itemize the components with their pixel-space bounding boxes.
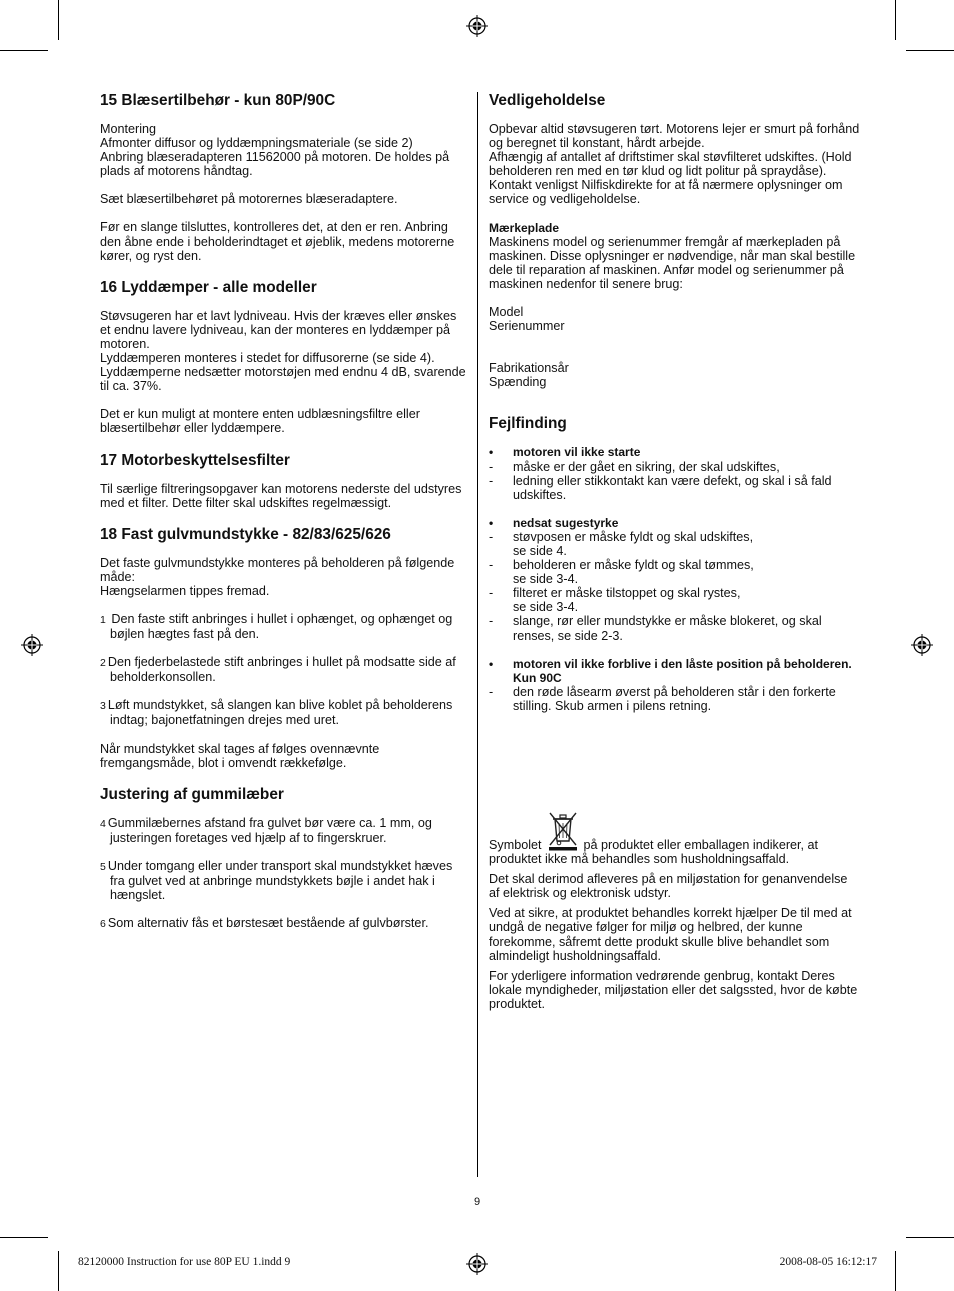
section-15-blower-accessory <box>100 92 468 263</box>
step-number: 2 <box>100 657 106 670</box>
list-item <box>489 460 861 474</box>
registration-mark-icon <box>466 15 488 37</box>
bullet-glyph: • <box>489 445 494 460</box>
field-label-voltage: Spænding <box>489 375 547 390</box>
section-heading: 18 Fast gulvmundstykke - 82/83/625/626 <box>100 525 391 543</box>
field-label-serial: Serienummer <box>489 319 565 334</box>
section-heading: Fejlfinding <box>489 415 567 433</box>
section-heading: Vedligeholdelse <box>489 92 606 109</box>
registration-mark-icon <box>466 1253 488 1275</box>
paragraph: Det faste gulvmundstykke monteres på beholderen på følgende måde: Hængselarmen tippes fremad. <box>100 555 455 598</box>
trouble-group <box>489 516 861 643</box>
dash-glyph: - <box>489 684 494 699</box>
dash-glyph: - <box>489 558 494 573</box>
list-item <box>489 685 861 713</box>
trouble-heading-text: motoren vil ikke starte <box>513 445 641 460</box>
crop-mark <box>58 1251 59 1291</box>
subheading: Mærkeplade <box>489 220 560 235</box>
rating-plate-block <box>489 221 861 291</box>
trouble-heading-text: motoren vil ikke forblive i den låste position på beholderen. Kun 90C <box>513 656 852 685</box>
list-item <box>100 612 468 641</box>
paragraph: Når mundstykket skal tages af følges ovennævnte fremgangsmåde, blot i omvendt rækkefølge. <box>100 741 380 770</box>
bullet-glyph: • <box>489 656 494 671</box>
trouble-heading <box>489 657 861 685</box>
weee-post: på produktet eller emballagen indikerer, at produktet ikke må behandles som husholdningsaffald. <box>489 838 819 867</box>
dash-glyph: - <box>489 586 494 601</box>
list-item <box>489 530 861 558</box>
paragraph: Ved at sikre, at produktet behandles korrekt hjælper De til med at undgå de negative følger for miljø og helbred, der kunne forekomme, såfremt dette produkt skulle blive behandlet som almindeligt husholdningsaffald. <box>489 906 852 963</box>
step-number: 5 <box>100 860 106 873</box>
paragraph: Det skal derimod afleveres på en miljøstation for genanvendelse af elektrisk og elektronisk udstyr. <box>489 872 848 901</box>
section-heading: 15 Blæsertilbehør - kun 80P/90C <box>100 92 336 109</box>
paragraph: Maskinens model og serienummer fremgår af mærkepladen på maskinen. Disse oplysninger er nødvendige, når man skal bestille dele til reparation af maskinen. Anfør model og serienummer på maskinen nedenfor til senere brug: <box>489 234 856 291</box>
section-weee <box>489 811 861 1011</box>
section-heading: Justering af gummilæber <box>100 785 284 803</box>
section-17-motor-filter <box>100 452 468 510</box>
list-item <box>489 586 861 614</box>
dash-glyph: - <box>489 529 494 544</box>
section-18-floor-nozzle <box>100 526 468 770</box>
field-label-model: Model <box>489 305 524 320</box>
crossed-out-wheelie-bin-icon <box>546 811 580 851</box>
paragraph: Før en slange tilsluttes, kontrolleres det, at den er ren. Anbring den åbne ende i beholderindtaget et øjeblik, medens motorerne kører, og ryst den. <box>100 220 455 263</box>
print-slug-right: 2008-08-05 16:12:17 <box>779 1256 877 1268</box>
left-column <box>100 92 468 945</box>
list-item <box>489 614 861 642</box>
step-text: Under tomgang eller under transport skal mundstykket hæves fra gulvet ved at anbringe mundstykkets bøjle i andet hak i hængslet. <box>107 858 453 903</box>
section-troubleshooting <box>489 415 861 713</box>
crop-mark <box>895 0 896 40</box>
step-number: 3 <box>100 700 106 713</box>
list-item <box>100 859 468 902</box>
paragraph: Til særlige filtreringsopgaver kan motorens nederste del udstyres med et filter. Dette filter skal udskiftes regelmæssigt. <box>100 481 462 510</box>
section-16-silencer <box>100 279 468 436</box>
step-text: Den fjederbelastede stift anbringes i hullet på modsatte side af beholderkonsollen. <box>107 655 456 685</box>
bullet-glyph: • <box>489 515 494 530</box>
list-item <box>489 474 861 502</box>
step-text: Den faste stift anbringes i hullet i ophænget, og ophænget og bøjlen hægtes fast på den. <box>107 611 453 642</box>
trouble-heading <box>489 516 861 530</box>
list-item-text: måske er der gået en sikring, der skal udskiftes, <box>513 459 780 474</box>
list-item <box>100 816 468 845</box>
crop-mark <box>906 50 954 51</box>
paragraph: Opbevar altid støvsugeren tørt. Motorens lejer er smurt på forhånd og beregnet til konstant, hårdt arbejde. Afhængig af antallet af driftstimer skal støvfilteret udskiftes. (Hold beholderen ren med en tør klud og lidt politur på spraydåse). Kontakt venligst Nilfiskdirekte for at få nærmere oplysninger om service og vedligeholdelse. <box>489 122 860 207</box>
step-number: 4 <box>100 817 106 830</box>
list-item <box>100 655 468 684</box>
weee-pre: Symbolet <box>489 838 542 852</box>
trouble-group <box>489 657 861 713</box>
dash-glyph: - <box>489 459 494 474</box>
section-maintenance <box>489 92 861 389</box>
crop-mark <box>0 50 48 51</box>
registration-mark-icon <box>21 634 43 656</box>
paragraph: Montering Afmonter diffusor og lyddæmpningsmateriale (se side 2) Anbring blæseradapteren 11562000 på motoren. De holdes på plads af motorens håndtag. <box>100 122 450 179</box>
step-text: Gummilæbernes afstand fra gulvet bør være ca. 1 mm, og justeringen foretages ved hjælp af to fingerskruer. <box>107 815 432 845</box>
crop-mark <box>58 0 59 40</box>
section-heading: 17 Motorbeskyttelsesfilter <box>100 451 290 469</box>
list-item <box>100 916 468 931</box>
list-item-text: slange, rør eller mundstykke er måske blokeret, og skal renses, se side 2-3. <box>513 614 822 643</box>
step-text: Som alternativ fås et børstesæt bestående af gulvbørster. <box>107 916 429 931</box>
right-column <box>489 92 861 1025</box>
section-rubber-lips <box>100 786 468 932</box>
step-text: Løft mundstykket, så slangen kan blive koblet på beholderens indtag; bajonetfatningen drejes med uret. <box>107 698 453 728</box>
crop-mark <box>906 1237 954 1238</box>
paragraph: Det er kun muligt at montere enten udblæsningsfiltre eller blæsertilbehør eller lyddæmpere. <box>100 407 420 436</box>
field-label-year: Fabrikationsår <box>489 361 569 376</box>
registration-mark-icon <box>911 634 933 656</box>
dash-glyph: - <box>489 614 494 629</box>
list-item-text: støvposen er måske fyldt og skal udskiftes, se side 4. <box>513 529 754 558</box>
list-item <box>489 558 861 586</box>
print-slug-left: 82120000 Instruction for use 80P EU 1.indd 9 <box>78 1256 291 1268</box>
page-number: 9 <box>473 1196 481 1208</box>
paragraph: For yderligere information vedrørende genbrug, kontakt Deres lokale myndigheder, miljøstation eller det salgssted, hvor de købte produktet. <box>489 968 858 1011</box>
list-item-text: filteret er måske tilstoppet og skal rystes, se side 3-4. <box>513 586 741 615</box>
trouble-heading-text: nedsat sugestyrke <box>513 515 619 530</box>
list-item <box>100 698 468 727</box>
trouble-heading <box>489 445 861 459</box>
crop-mark <box>895 1251 896 1291</box>
paragraph: Sæt blæsertilbehøret på motorernes blæseradaptere. <box>100 192 398 207</box>
crop-mark <box>0 1237 48 1238</box>
step-number: 1 <box>100 613 106 626</box>
dash-glyph: - <box>489 473 494 488</box>
list-item-text: den røde låsearm øverst på beholderen står i den forkerte stilling. Skub armen i pilens retning. <box>513 684 836 713</box>
column-divider <box>477 92 478 1177</box>
step-number: 6 <box>100 918 106 931</box>
trouble-group <box>489 445 861 501</box>
paragraph: Støvsugeren har et lavt lydniveau. Hvis der kræves eller ønskes et endnu lavere lydniveau, kan der monteres en lyddæmper på motoren. Lyddæmperen monteres i stedet for diffusorerne (se side 4). Lyddæmperne nedsætter motorstøjen med endnu 4 dB, svarende til ca. 37%. <box>100 308 466 394</box>
list-item-text: ledning eller stikkontakt kan være defekt, og skal i så fald udskiftes. <box>513 473 832 502</box>
section-heading: 16 Lyddæmper - alle modeller <box>100 278 317 296</box>
list-item-text: beholderen er måske fyldt og skal tømmes, se side 3-4. <box>513 558 754 587</box>
weee-paragraph <box>489 811 861 866</box>
